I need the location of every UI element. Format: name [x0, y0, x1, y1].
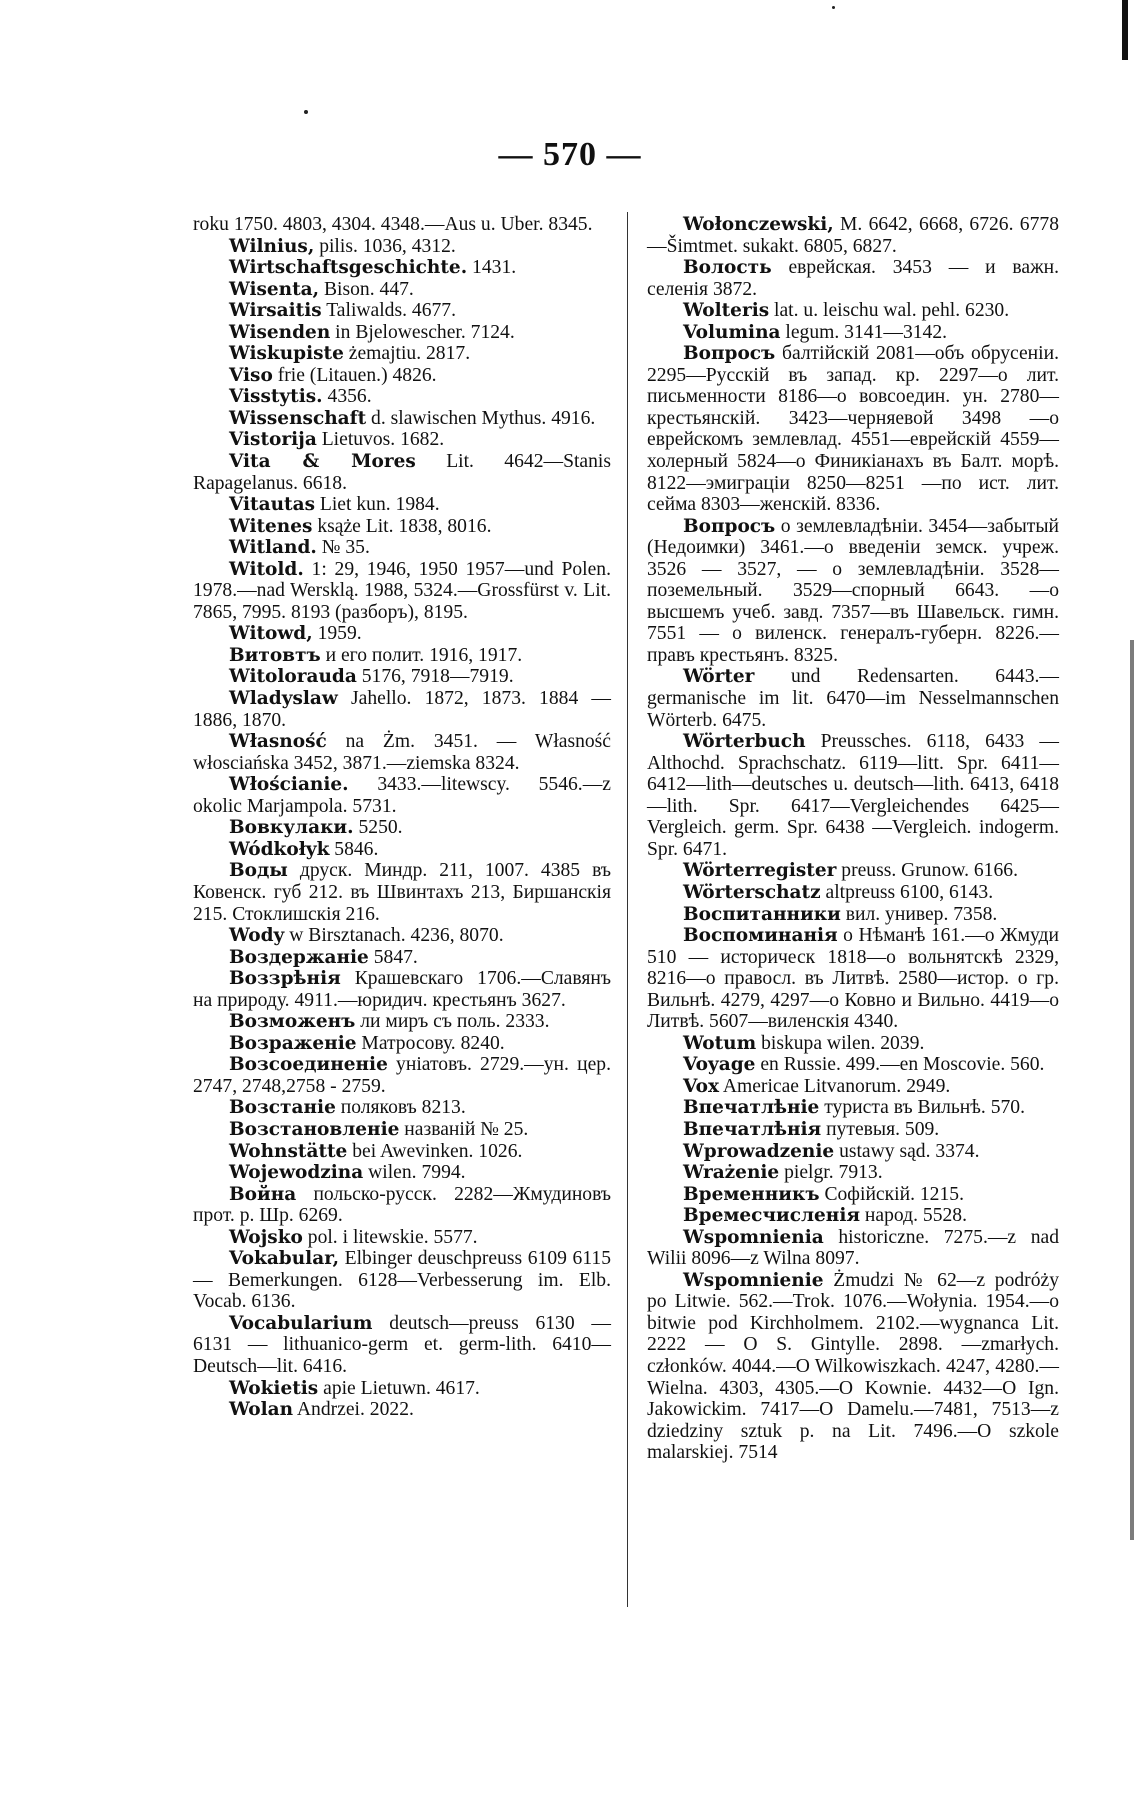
entry-headword: Wojewodzina: [229, 1162, 364, 1184]
entry-references: 3433.—litewscy. 5546.—z okolic Marjampola. 5731.: [193, 774, 611, 817]
entry-references: балтійскій 2081—объ обрусеніи. 2295—Русскій въ запад. кр. 2297—о лит. письменности 8186—о вовсоедин. ун. 2780—крестьянскій. 3423—черняевой 3498 —о еврейскомъ землевлад. 4551—еврейскій 4559—холерный 5824—о Финикіанахъ въ Балт. морѣ. 8122—эмиграціи 8250—8251 —по ист. лит. сейма 8303—женскій. 8336.: [647, 343, 1059, 516]
index-entry: [193, 494, 611, 516]
entry-references: друск. Миндр. 211, 1007. 4385 въ Ковенск. губ 212. въ Швинтахъ 213, Биршанскія 215. Стоклишскія 216.: [193, 860, 611, 925]
entry-references: 1959.: [312, 623, 362, 645]
entry-references: названій № 25.: [399, 1118, 529, 1140]
entry-headword: Wirsaitis: [229, 300, 322, 322]
entry-references: 5176, 7918—7919.: [356, 666, 514, 688]
index-entry: [647, 1141, 1059, 1163]
entry-references: biskupa wilen. 2039.: [756, 1032, 925, 1054]
entry-references: in Bjelowescher. 7124.: [330, 321, 515, 343]
entry-headword: Возможенъ: [229, 1011, 356, 1033]
entry-headword: Wilnius,: [229, 235, 315, 257]
entry-references: Софійскій. 1215.: [819, 1183, 964, 1205]
scan-edge-mark: [1122, 0, 1128, 60]
entry-headword: Возстановленіе: [229, 1118, 400, 1140]
entry-references: польско-русск. 2282—Жмудиновъ прот. р. Шр. 6269.: [193, 1183, 611, 1227]
index-entry: [193, 1378, 611, 1400]
entry-headword: Wisenden: [229, 321, 331, 343]
entry-headword: Visstytis.: [229, 386, 323, 408]
entry-headword: Vokabular,: [229, 1248, 340, 1270]
index-entry: [193, 1119, 611, 1141]
index-entry: [193, 1313, 611, 1378]
entry-headword: Wolteris: [683, 300, 770, 322]
entry-references: legum. 3141—3142.: [780, 321, 948, 343]
entry-references: Andrzei. 2022.: [293, 1399, 414, 1421]
index-entry: [193, 516, 611, 538]
left-column: [193, 214, 611, 1421]
entry-references: pielgr. 7913.: [779, 1162, 883, 1184]
entry-references: 4356.: [322, 386, 372, 408]
entry-references: historiczne. 7275.—z nad Wilii 8096—z Wilna 8097.: [647, 1226, 1059, 1270]
entry-references: Preussches. 6118, 6433 —Althochd. Sprachschatz. 6119—litt. Spr. 6411—6412—lith—deutsches u. deutsch—lith. 6413, 6418—lith. Spr. 6417—Vergleichendes 6425—Vergleich. germ. Spr. 6438 —Vergleich. indogerm. Spr. 6471.: [647, 731, 1059, 860]
index-entry: [647, 1162, 1059, 1184]
entry-references: № 35.: [316, 537, 370, 559]
index-entry: [193, 774, 611, 817]
entry-headword: Witold.: [229, 558, 304, 580]
entry-headword: Вовкулаки.: [229, 817, 354, 839]
entry-references: frie (Litauen.) 4826.: [272, 364, 437, 386]
entry-references: preuss. Grunow. 6166.: [836, 860, 1018, 882]
entry-references: 5846.: [329, 838, 379, 860]
index-entry: [647, 904, 1059, 926]
entry-references: altpreuss 6100, 6143.: [820, 881, 994, 903]
index-entry: [193, 257, 611, 279]
entry-references: о землевладѣніи. 3454—забытый (Недоимки) 3461.—о введеніи земск. учреж. 3526 — 3527, — о землевладѣніи. 3528—поземельный. 3529—спорный 6643. —о высшемъ учеб. завд. 7357—въ Шавельск. гимн. 7551 — о виленск. генералъ-губерн. 8226.—правъ крестьянъ. 8325.: [647, 515, 1059, 666]
right-column: [647, 214, 1059, 1464]
entry-headword: Wotum: [683, 1032, 757, 1054]
column-divider: [627, 212, 628, 1607]
entry-references: и его полит. 1916, 1917.: [320, 644, 523, 666]
entry-headword: Wprowadzenie: [683, 1140, 835, 1162]
entry-headword: Wódkołyk: [229, 838, 330, 860]
index-entry: [193, 1248, 611, 1313]
index-entry: [647, 1184, 1059, 1206]
entry-headword: Wspomnienie: [683, 1269, 824, 1291]
index-entry: [193, 1399, 611, 1421]
entry-headword: Впечатлѣніе: [683, 1097, 820, 1119]
entry-references: путевыя. 509.: [821, 1118, 940, 1140]
index-entry: [193, 279, 611, 301]
index-entry: [193, 537, 611, 559]
index-entry: [647, 860, 1059, 882]
entry-headword: Воздержаніе: [229, 946, 369, 968]
entry-references: Lit. 4642—Stanis Rapagelanus. 6618.: [193, 451, 611, 494]
index-entry: [647, 1054, 1059, 1076]
entry-references: туриста въ Вильнѣ. 570.: [819, 1097, 1025, 1119]
index-entry: [647, 300, 1059, 322]
index-entry: [193, 343, 611, 365]
index-entry: [647, 666, 1059, 731]
entry-references: Elbinger deuschpreuss 6109 6115 — Bemerkungen. 6128—Verbesserung im. Elb. Vocab. 6136.: [193, 1248, 611, 1313]
entry-references: Żmudzi № 62—z podróży po Litwie. 562.—Trok. 1076.—Wołynia. 1954.—o bitwie pod Kirchholmem. 2102.—wygnanca Lit. 2222 — O S. Gintylle. 2898. —zmarłych. członków. 4044.—O Wilkowiszkach. 4247, 4280.—Wielna. 4303, 4305.—O Kownie. 4432—O Ign. Jakowickim. 7417—O Damelu.—7481, 7513—z dziedziny sztuk p. na Lit. 7496.—O szkole malarskiej. 7514: [647, 1269, 1059, 1464]
index-entry: [193, 860, 611, 925]
entry-references: вил. универ. 7358.: [840, 903, 998, 925]
entry-headword: Vitautas: [229, 494, 315, 516]
entry-headword: Wladyslaw: [229, 688, 338, 710]
index-entry: [193, 408, 611, 430]
entry-references: ustawy sąd. 3374.: [834, 1140, 980, 1162]
index-entry: [647, 731, 1059, 860]
entry-headword: Wolan: [229, 1399, 294, 1421]
entry-headword: Witowd,: [229, 623, 313, 645]
entry-headword: Wörterregister: [683, 860, 837, 882]
index-entry: [193, 214, 611, 236]
index-entry: [647, 1227, 1059, 1270]
index-entry: [647, 1033, 1059, 1055]
index-entry: [193, 386, 611, 408]
scan-speck: [832, 6, 835, 9]
scan-speck: [304, 110, 308, 114]
entry-references: Bison. 447.: [319, 278, 414, 300]
entry-references: народ. 5528.: [860, 1205, 967, 1227]
entry-references: lat. u. leischu wal. pehl. 6230.: [769, 300, 1010, 322]
index-entry: [647, 343, 1059, 515]
index-entry: [647, 925, 1059, 1033]
entry-headword: Wody: [229, 925, 285, 947]
entry-headword: Временникъ: [683, 1183, 820, 1205]
entry-headword: Воды: [229, 860, 288, 882]
entry-headword: Витовтъ: [229, 644, 321, 666]
entry-references: Jahello. 1872, 1873. 1884 —1886, 1870.: [193, 688, 611, 731]
entry-headword: Voyage: [683, 1054, 756, 1076]
entry-headword: Воззрѣнія: [229, 968, 341, 990]
entry-headword: Wohnstätte: [229, 1140, 348, 1162]
entry-references: 1: 29, 1946, 1950 1957—und Polen. 1978.—nad Wersklą. 1988, 5324.—Grossfürst v. Lit. 7865, 7995. 8193 (разборъ), 8195.: [193, 558, 611, 623]
entry-headword: Vistorija: [229, 429, 317, 451]
entry-headword: Własność: [229, 731, 327, 753]
entry-headword: Вопросъ: [683, 515, 776, 537]
entry-references: pol. i litewskie. 5577.: [302, 1226, 478, 1248]
index-entry: [193, 925, 611, 947]
entry-headword: Włościanie.: [229, 774, 349, 796]
index-entry: [647, 214, 1059, 257]
entry-references: поляковъ 8213.: [335, 1097, 466, 1119]
entry-headword: Vocabularium: [229, 1312, 373, 1334]
entry-references: Lietuvos. 1682.: [316, 429, 445, 451]
entry-headword: Wirtschaftsgeschichte.: [229, 257, 468, 279]
entry-references: ли миръ съ поль. 2333.: [355, 1011, 550, 1033]
index-entry: [647, 1097, 1059, 1119]
entry-headword: Wrażenie: [683, 1162, 780, 1184]
index-entry: [193, 645, 611, 667]
entry-headword: Возстаніе: [229, 1097, 336, 1119]
entry-headword: Volumina: [683, 321, 781, 343]
entry-references: pilis. 1036, 4312.: [314, 235, 456, 257]
entry-references: уніатовъ. 2729.—ун. цер. 2747, 2748,2758 - 2759.: [193, 1054, 611, 1097]
index-entry: [647, 1205, 1059, 1227]
entry-headword: Воспитанники: [683, 903, 841, 925]
entry-headword: Волость: [683, 257, 772, 279]
entry-headword: Wiskupiste: [229, 343, 344, 365]
entry-references: und Redensarten. 6443.—germanische im lit. 6470—im Nesselmannschen Wörterb. 6475.: [647, 666, 1059, 731]
entry-headword: Witenes: [229, 515, 313, 537]
entry-headword: Wörter: [683, 666, 755, 688]
entry-headword: Возсоединеніе: [229, 1054, 388, 1076]
entry-headword: Wörterbuch: [683, 731, 806, 753]
entry-headword: Вопросъ: [683, 343, 776, 365]
entry-headword: Witland.: [229, 537, 317, 559]
entry-references: żemajtiu. 2817.: [343, 343, 471, 365]
entry-references: d. slawischen Mythus. 4916.: [366, 407, 596, 429]
index-entry: [647, 1270, 1059, 1464]
index-entry: [193, 688, 611, 731]
index-entry: [193, 1011, 611, 1033]
entry-headword: Viso: [229, 364, 273, 386]
index-entry: [647, 1076, 1059, 1098]
index-entry: [193, 623, 611, 645]
entry-headword: Воспоминанія: [683, 925, 838, 947]
index-entry: [193, 1227, 611, 1249]
index-entry: [193, 365, 611, 387]
entry-references: na Żm. 3451. — Własność włosciańska 3452, 3871.—ziemska 8324.: [193, 731, 611, 774]
entry-references: Liet kun. 1984.: [315, 494, 440, 516]
index-entry: [647, 257, 1059, 300]
index-entry: [193, 1141, 611, 1163]
entry-headword: Wokietis: [229, 1377, 319, 1399]
entry-headword: Wörterschatz: [683, 881, 821, 903]
entry-references: roku 1750. 4803, 4304. 4348.—Aus u. Uber. 8345.: [193, 214, 593, 235]
index-entry: [193, 451, 611, 494]
entry-references: M. 6642, 6668, 6726. 6778—Šimtmet. sukakt. 6805, 6827.: [647, 214, 1059, 257]
index-entry: [193, 731, 611, 774]
scan-edge-mark: [1130, 640, 1134, 1540]
index-entry: [193, 839, 611, 861]
entry-references: apie Lietuwn. 4617.: [318, 1377, 480, 1399]
entry-references: о Нѣманѣ 161.—о Жмуди 510 — историческ 1818—о вольнятскѣ 2329, 8216—о правосл. въ Литвѣ. 2580—истор. о гр. Вильнѣ. 4279, 4297—о Ковно и Вильно. 4419—о Литвѣ. 5607—виленскія 4340.: [647, 925, 1059, 1033]
entry-headword: Wissenschaft: [229, 407, 367, 429]
entry-headword: Wojsko: [229, 1226, 303, 1248]
entry-headword: Возраженіе: [229, 1032, 357, 1054]
index-entry: [193, 300, 611, 322]
index-entry: [193, 1054, 611, 1097]
entry-headword: Wisenta,: [229, 278, 320, 300]
index-entry: [193, 666, 611, 688]
entry-references: 1431.: [467, 257, 517, 279]
index-entry: [193, 322, 611, 344]
index-entry: [193, 429, 611, 451]
entry-headword: Война: [229, 1183, 297, 1205]
index-entry: [647, 322, 1059, 344]
index-entry: [193, 968, 611, 1011]
index-entry: [193, 1184, 611, 1227]
entry-references: w Birsztanach. 4236, 8070.: [284, 925, 504, 947]
index-entry: [193, 817, 611, 839]
entry-headword: Wspomnienia: [683, 1226, 824, 1248]
index-entry: [647, 1119, 1059, 1141]
entry-references: еврейская. 3453 — и важн. селенія 3872.: [647, 257, 1059, 300]
index-entry: [193, 1097, 611, 1119]
entry-references: Americae Litvanorum. 2949.: [719, 1075, 951, 1097]
entry-headword: Vox: [683, 1075, 720, 1097]
index-entry: [647, 516, 1059, 667]
index-entry: [193, 236, 611, 258]
entry-headword: Wołonczewski,: [683, 214, 834, 235]
entry-references: deutsch—preuss 6130 —6131 — lithuanico-germ et. germ-lith. 6410—Deutsch—lit. 6416.: [193, 1312, 611, 1377]
entry-headword: Vita & Mores: [229, 451, 416, 473]
index-entry: [193, 1162, 611, 1184]
entry-references: 5847.: [368, 946, 418, 968]
entry-headword: Witoloraudа: [229, 666, 357, 688]
index-entry: [193, 1033, 611, 1055]
index-entry: [647, 882, 1059, 904]
page-number: — 570 —: [498, 136, 642, 173]
entry-references: 5250.: [353, 817, 403, 839]
entry-references: Матросову. 8240.: [356, 1032, 505, 1054]
entry-references: Крашевскаго 1706.—Славянъ на природу. 4911.—юридич. крестьянъ 3627.: [193, 968, 611, 1011]
entry-references: en Russie. 499.—en Moscovie. 560.: [755, 1054, 1045, 1076]
index-entry: [193, 559, 611, 624]
entry-references: bei Awevinken. 1026.: [347, 1140, 523, 1162]
index-entry: [193, 947, 611, 969]
entry-references: Taliwalds. 4677.: [321, 300, 456, 322]
entry-headword: Впечатлѣнія: [683, 1118, 822, 1140]
entry-references: ksąże Lit. 1838, 8016.: [312, 515, 492, 537]
entry-headword: Времесчисленія: [683, 1205, 861, 1227]
entry-references: wilen. 7994.: [363, 1162, 466, 1184]
